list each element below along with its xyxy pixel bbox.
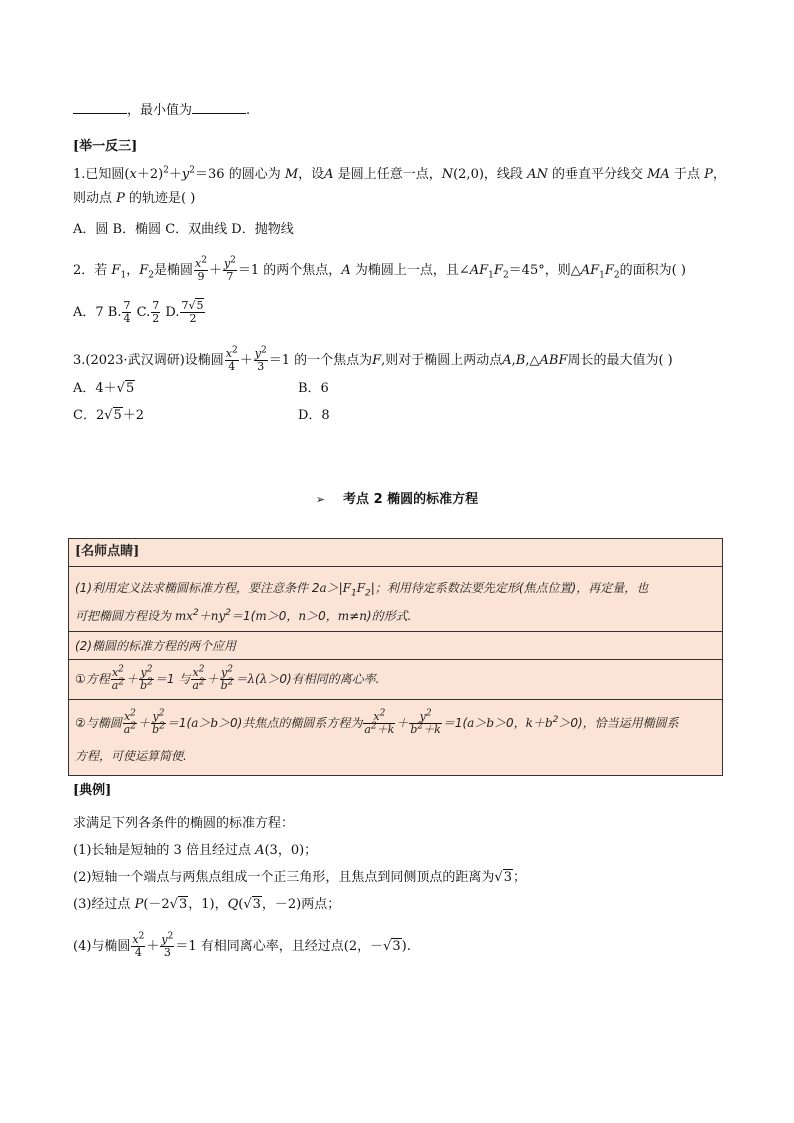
question-1: 1.已知圆$(x+2)^2+y^2=36$ 的圆心为 M，设A 是圆上任意一点，N(2,0)，线段 AN 的垂直平分线交 MA 于点 P， [73,165,726,182]
divider [69,566,722,567]
practice-heading: [举一反三] [73,139,138,154]
example-item-2: (2)短轴一个端点与两焦点组成一个正三角形，且焦点到同侧顶点的距离为√3； [73,870,527,885]
section-title: ➢ 考点 2 椭圆的标准方程 [315,492,479,507]
tips-point-1: (1)利用定义法求椭圆标准方程，要注意条件 $2a>|F_1F_2|$；利用待定系数法要先定形(焦点位置)，再定量，也 [75,581,649,599]
answer-blank[interactable] [192,100,246,114]
tips-point-1-line-2: 可把椭圆方程设为 $mx^2+ny^2=1(m>0$，n＞0，m≠n)的形式. [75,608,412,623]
tips-box [68,538,723,776]
example-item-1: (1)长轴是短轴的 3 倍且经过点 A(3，0)； [73,843,318,858]
question-3-option-d: D．8 [298,408,330,423]
tips-point-2: (2)椭圆的标准方程的两个应用 [75,639,236,653]
divider [69,631,722,632]
example-heading: [典例] [73,783,112,798]
example-intro: 求满足下列各条件的椭圆的标准方程： [73,816,295,831]
tips-point-4: ②与椭圆 $\frac{x^2}{a^2}$ ＋ $\frac{y^2}{b^2}$ ＝1(a＞b＞0)共焦点的椭圆系方程为 $\frac{x^2}{a^2+k}$ ＋ $\frac{y^2}{b^2+k}$ ＝1(a＞b＞0，$k+b^2>0$)，恰当运用椭圆系 [75,708,679,736]
question-3-option-c: C．2√5＋2 [73,408,145,423]
answer-blank[interactable] [73,100,127,114]
question-3-option-a: A．4＋√5 [73,381,135,396]
tips-heading: [名师点睛] [75,544,140,559]
question-1-line-2: 则动点 P 的轨迹是( ) [73,191,196,206]
divider [69,699,722,700]
tips-point-3: ①方程 $\frac{x^2}{a^2}$ ＋ $\frac{y^2}{b^2}$ ＝1 与 $\frac{x^2}{a^2}$ ＋ $\frac{y^2}{b^2}$ ＝λ(λ＞0)有相同的离心率. [75,664,380,692]
example-item-4: (4)与椭圆 $\frac{x^2}{4}$ ＋ $\frac{y^2}{3}$ ＝1 有相同离心率，且经过点(2，－√3). [73,931,411,959]
question-2-options: A．7 B. $\frac{7}{4}$ C. $\frac{7}{2}$ D. $\frac{7√5}{2}$ [73,299,204,325]
divider [69,659,722,660]
arrow-bullet-icon: ➢ [315,493,326,506]
question-2: 2．若 $F_1$，$F_2$是椭圆 $\frac{x^2}{9}$ ＋ $\frac{y^2}{7}$ ＝1 的两个焦点，A 为椭圆上一点，且$\angle AF_1F_2=45^\circ$，则$\triangle AF_1F_2$的面积为( ) [73,255,686,283]
fill-blank-line: ，最小值为 . [73,100,250,120]
example-item-3: (3)经过点 P(－2√3，1)，Q(√3，－2)两点； [73,897,341,912]
tips-point-4-line-2: 方程，可使运算简便. [75,749,187,763]
question-3: 3.(2023·武汉调研)设椭圆 $\frac{x^2}{4}$ ＋ $\frac{y^2}{3}$ ＝1 的一个焦点为F,则对于椭圆上两动点A,B,△ABF周长的最大值为( ) [73,345,673,373]
question-1-options: A．圆 B．椭圆 C．双曲线 D．抛物线 [73,222,294,237]
question-3-option-b: B．6 [298,381,329,396]
